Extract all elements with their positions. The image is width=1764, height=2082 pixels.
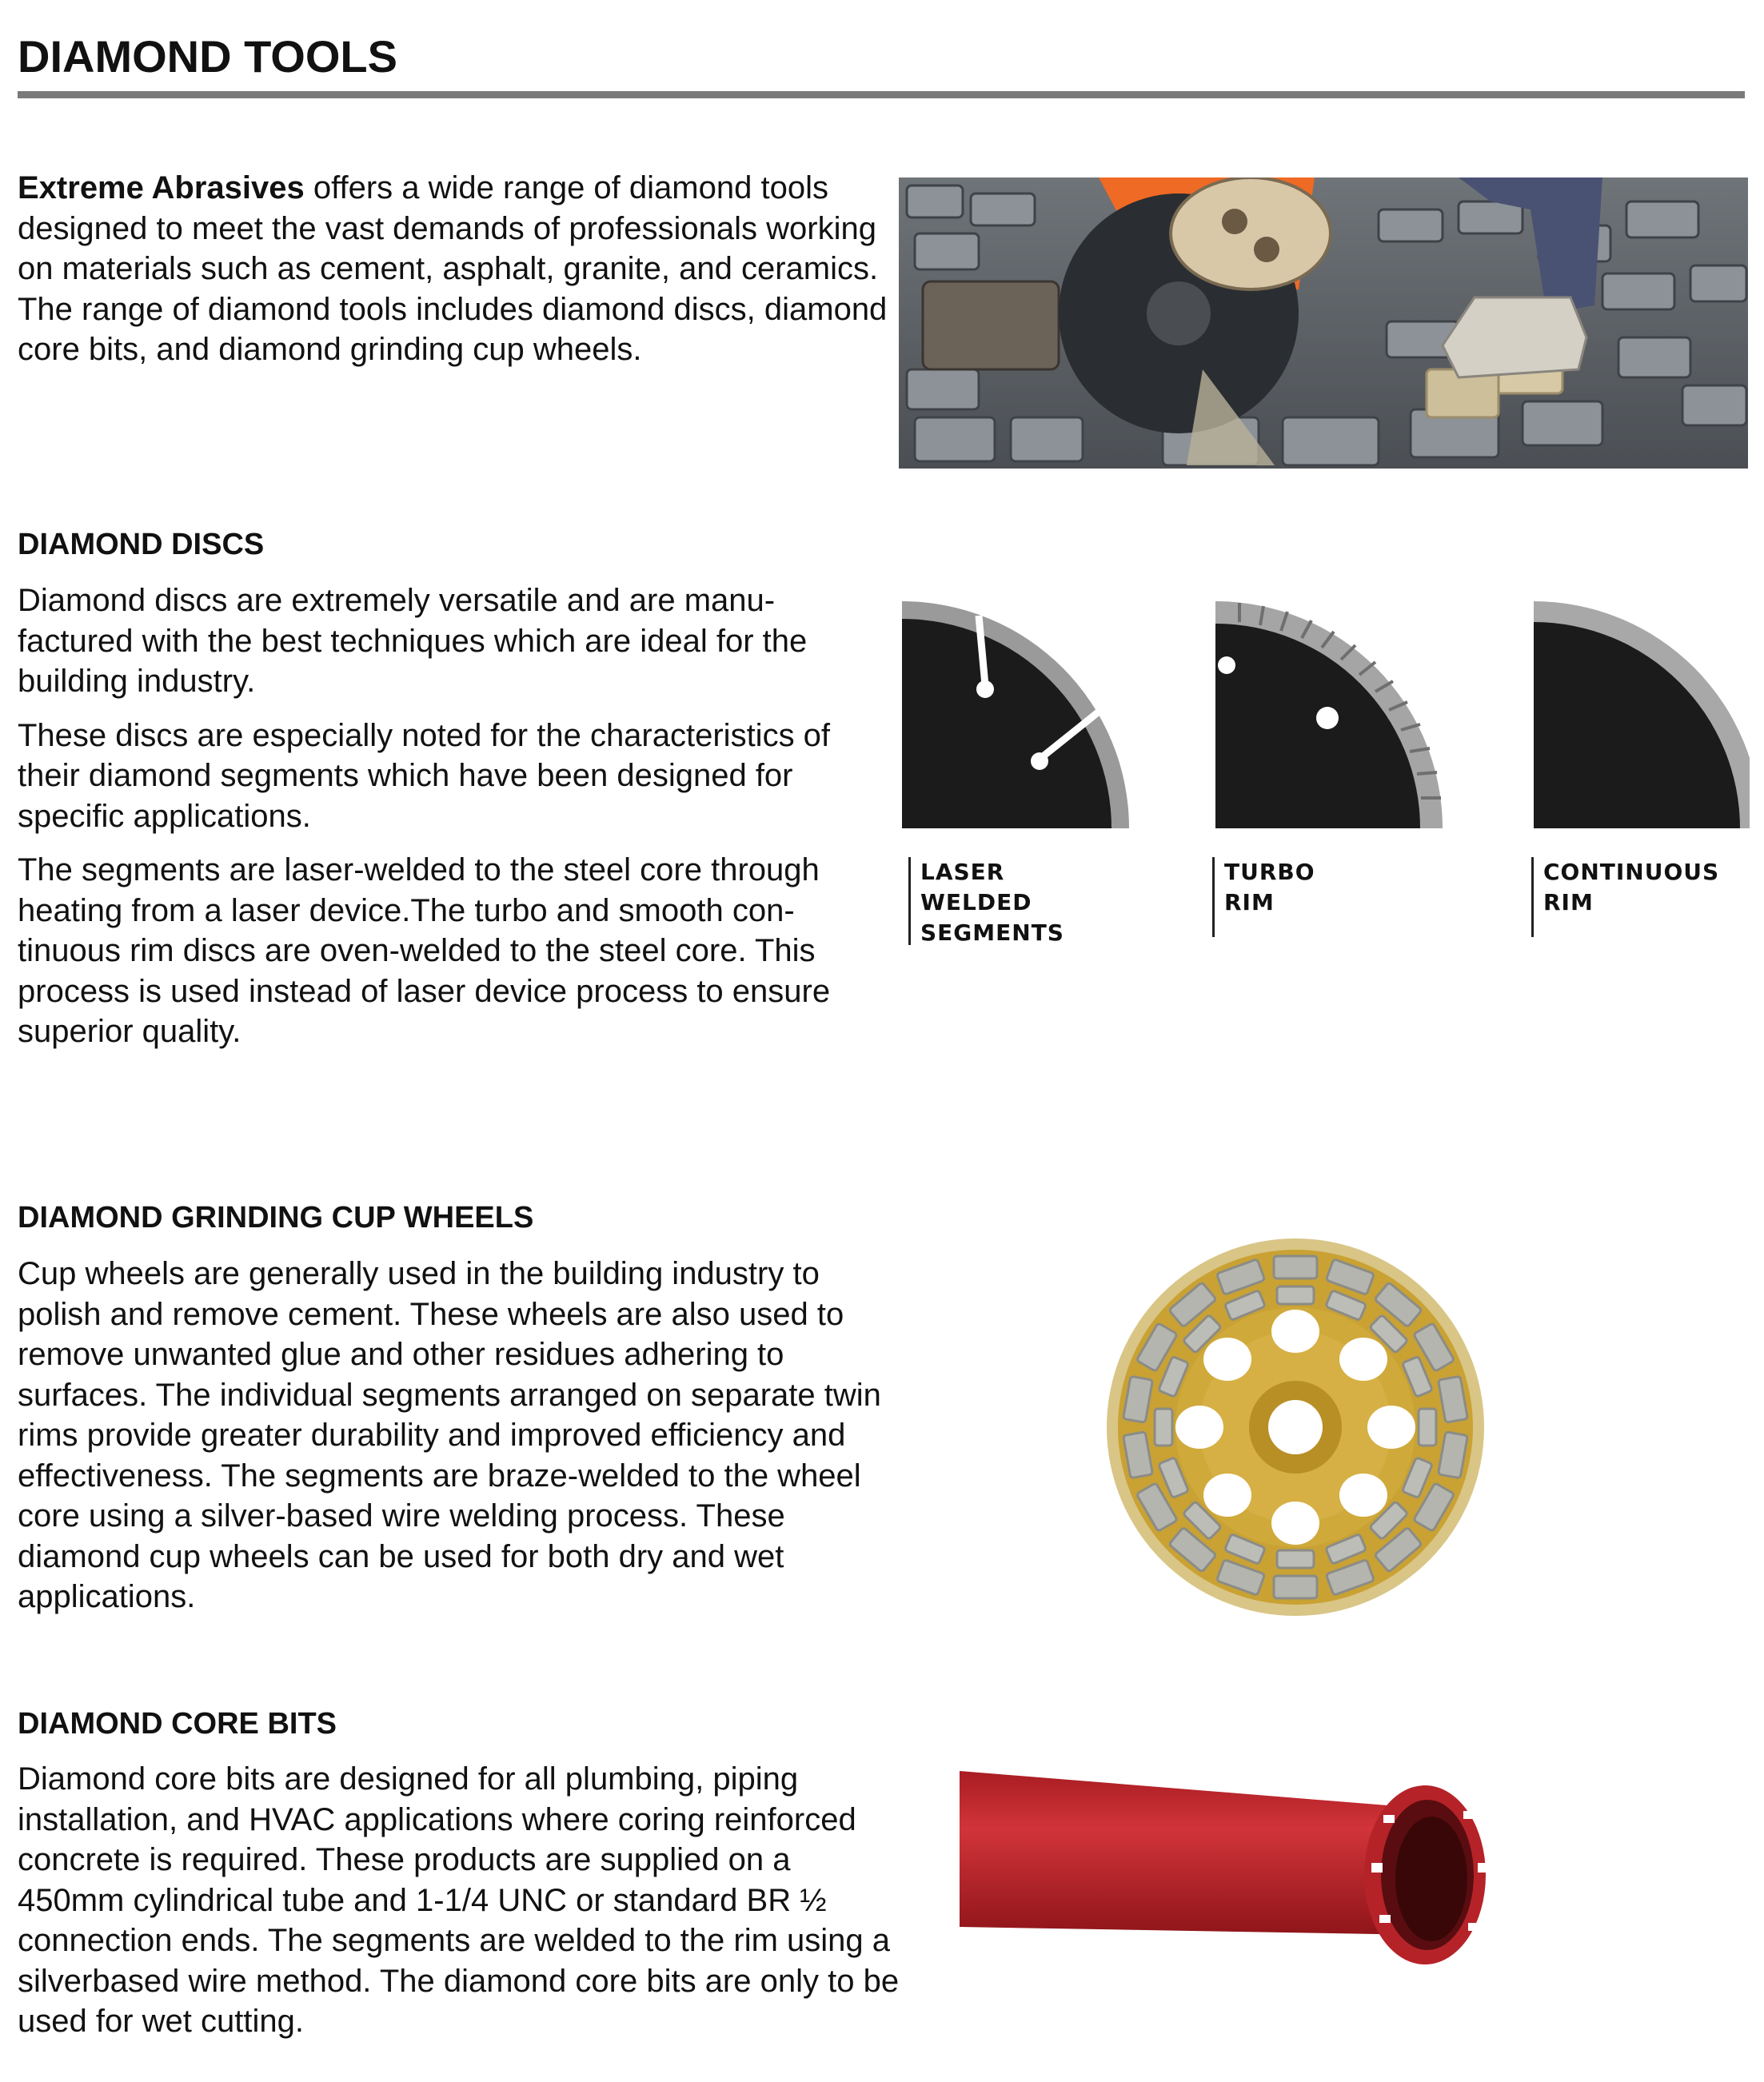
cup-segment [1419, 1409, 1436, 1446]
laser-welded-disc [902, 601, 1134, 828]
continuous-rim-disc [1534, 601, 1764, 828]
label-line: RIM [1224, 889, 1275, 915]
intro-paragraph [18, 168, 889, 370]
cup-segment [1277, 1286, 1314, 1304]
cup-wheels-description: Cup wheels are generally used in the building industry to polish and remove cement. These wheels are also used to remove unwanted glue and other residues adhering to surfaces. The individual segments arranged on separate twin rims provide greater durability and improved efficiency and effectiveness. The segments are braze-welded to the wheel core using a silver-based wire welding process. These diamond cup wheels can be used for both dry and wet applications. [18, 1256, 881, 1614]
discs-paragraph: Diamond discs are extremely versatile and are manu-factured with the best techniques which are ideal for the building industry. [18, 583, 808, 699]
cup-segment [1155, 1409, 1172, 1446]
label-line: CONTINUOUS [1543, 859, 1720, 885]
discs-paragraph: The segments are laser-welded to the steel core through heating from a laser device.The turbo and smooth con-tinuous rim discs are oven-welded to the steel core. This process is used instead of laser device process to ensure superior quality. [18, 852, 831, 1049]
intro-text: offers a wide range of diamond tools designed to meet the vast demands of professionals working on materials such as cement, asphalt, granite, and ceramics. The range of diamond tools includes diamond discs, diamond core bits, and diamond grinding cup wheels. [18, 170, 888, 367]
title-divider [18, 91, 1745, 98]
cup-segment [1274, 1256, 1317, 1278]
label-line: LASER [920, 859, 1005, 885]
label-line: RIM [1543, 889, 1594, 915]
core-bit [960, 1767, 1551, 1975]
label-line: WELDED [920, 889, 1032, 915]
section-heading-core-bits: DIAMOND CORE BITS [18, 1707, 337, 1741]
section-heading-discs: DIAMOND DISCS [18, 528, 265, 561]
cup-segment [1274, 1576, 1317, 1598]
turbo-rim-disc [1215, 601, 1447, 828]
disc-type-label-laser [908, 857, 1064, 945]
disc-type-label-continuous [1531, 857, 1719, 937]
page-title: DIAMOND TOOLS [18, 31, 397, 82]
section-heading-cup-wheels: DIAMOND GRINDING CUP WHEELS [18, 1201, 534, 1234]
cup-segment [1277, 1550, 1314, 1568]
discs-description [18, 580, 889, 1066]
paving-saw-photo [899, 177, 1748, 469]
disc-type-label-turbo [1212, 857, 1315, 937]
core-bits-description: Diamond core bits are designed for all plumbing, piping installation, and HVAC applications where coring reinforced concrete is required. These products are supplied on a 450mm cylindrical tube and 1-1/4 UNC or standard BR ½ connection ends. The segments are welded to the rim using a silverbased wire method. The diamond core bits are only to be used for wet cutting. [18, 1761, 900, 2039]
label-line: TURBO [1224, 859, 1315, 885]
discs-paragraph: These discs are especially noted for the characteristics of their diamond segments which have been designed for specific applications. [18, 717, 831, 834]
cup-wheel [1103, 1235, 1487, 1619]
label-line: SEGMENTS [920, 919, 1064, 946]
brand-name: Extreme Abrasives [18, 170, 305, 205]
